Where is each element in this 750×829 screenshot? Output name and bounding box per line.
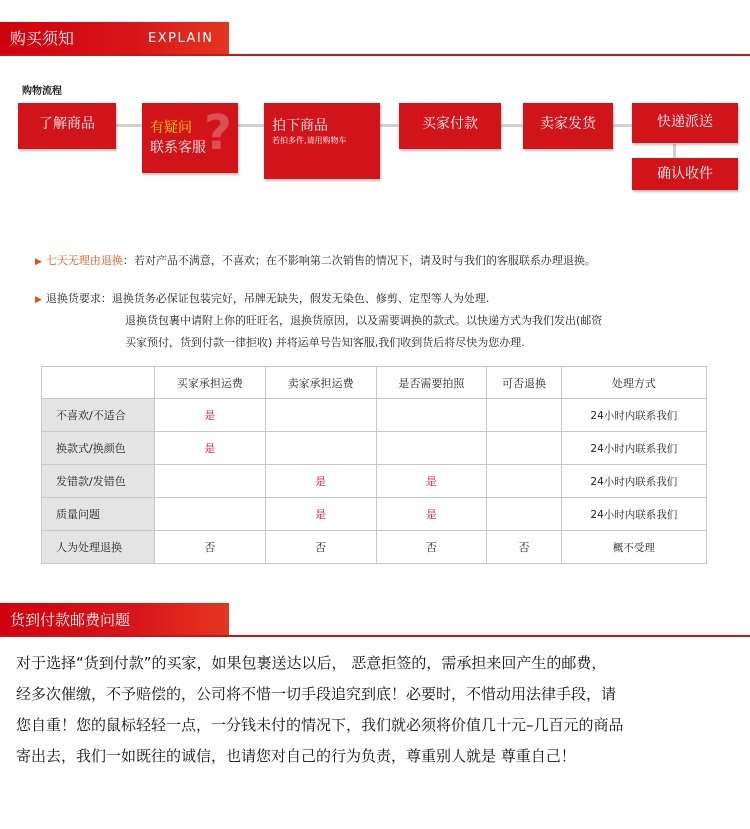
explain-label: EXPLAIN <box>148 31 214 46</box>
step-label: 拍下商品 <box>272 118 328 134</box>
triangle-bullet-icon: ▶ <box>35 257 42 267</box>
table-cell: 是 <box>265 498 376 531</box>
table-header-row <box>42 367 707 399</box>
step-label-contact: 联系客服 <box>150 140 206 156</box>
cod-postage-header <box>0 603 750 637</box>
table-cell: 是 <box>265 465 376 498</box>
cod-line: 对于选择“货到付款”的买家，如果包裹送达以后， 恶意拒签的，需承担来回产生的邮费， <box>16 654 607 672</box>
cod-policy-paragraph <box>16 648 736 772</box>
table-cell <box>376 432 487 465</box>
step-seller-ships <box>523 103 613 149</box>
row-header: 发错款/发错色 <box>42 465 155 498</box>
purchase-notice-tab <box>0 22 229 56</box>
cod-line: 经多次催缴，不予赔偿的，公司将不惜一切手段追究到底！必要时，不惜动用法律手段，请 <box>16 685 617 703</box>
table-cell: 是 <box>376 498 487 531</box>
return-title: 退换货要求 <box>45 292 101 305</box>
table-cell <box>487 465 561 498</box>
header-divider <box>0 54 750 56</box>
row-header: 人为处理退换 <box>42 531 155 564</box>
step-courier-delivery <box>632 103 738 143</box>
cod-postage-title: 货到付款邮费问题 <box>10 611 131 629</box>
table-cell <box>376 399 487 432</box>
step-label: 确认收件 <box>657 166 713 182</box>
return-line-2: 退换货包裹中请附上你的旺旺名，退换货原因，以及需要调换的款式。以快递方式为我们发出(邮资 <box>125 314 603 327</box>
return-requirements <box>35 289 489 310</box>
cod-line: 寄出去，我们一如既往的诚信，也请您对自己的行为负责，尊重别人就是 尊重自己！ <box>16 747 576 765</box>
step-label: 卖家发货 <box>540 116 596 132</box>
table-cell: 24小时内联系我们 <box>561 432 706 465</box>
return-line-3: 买家预付，货到付款一律拒收) 并将运单号告知客服,我们收到货后将尽快为您办理. <box>125 336 525 349</box>
column-header: 处理方式 <box>561 367 706 399</box>
triangle-bullet-icon: ▶ <box>35 295 42 305</box>
column-header: 卖家承担运费 <box>265 367 376 399</box>
seven-day-return-policy <box>35 251 596 272</box>
step-sub-label: 若拍多件,请用购物车 <box>272 136 347 145</box>
table-row <box>42 432 707 465</box>
step-place-order <box>264 103 380 179</box>
row-header: 质量问题 <box>42 498 155 531</box>
table-row <box>42 498 707 531</box>
step-buyer-pays <box>399 103 501 149</box>
table-cell <box>155 465 266 498</box>
step-learn-product <box>18 103 116 149</box>
cod-postage-tab <box>0 603 229 637</box>
seven-day-text: ：若对产品不满意，不喜欢；在不影响第二次销售的情况下，请及时与我们的客服联系办理退换。 <box>122 254 596 267</box>
table-cell: 是 <box>155 432 266 465</box>
table-cell: 否 <box>487 531 561 564</box>
column-header: 是否需要拍照 <box>376 367 487 399</box>
table-row <box>42 399 707 432</box>
table-cell: 否 <box>155 531 266 564</box>
table-cell <box>265 432 376 465</box>
table-cell: 24小时内联系我们 <box>561 498 706 531</box>
table-cell: 24小时内联系我们 <box>561 465 706 498</box>
table-cell: 否 <box>376 531 487 564</box>
flow-title: 购物流程 <box>22 86 62 97</box>
table-cell <box>265 399 376 432</box>
purchase-notice-header <box>0 22 750 56</box>
table-cell: 概不受理 <box>561 531 706 564</box>
table-row <box>42 531 707 564</box>
step-label: 快递派送 <box>657 114 713 130</box>
table-cell: 是 <box>155 399 266 432</box>
table-cell: 否 <box>265 531 376 564</box>
cod-line: 您自重！您的鼠标轻轻一点，一分钱未付的情况下，我们就必须将价值几十元–几百元的商品 <box>16 716 624 734</box>
return-line-1: ：退换货务必保证包装完好，吊牌无缺失，假发无染色、修剪、定型等人为处理. <box>100 292 490 305</box>
table-row <box>42 465 707 498</box>
step-label-question: 有疑问 <box>150 120 192 136</box>
table-cell <box>487 399 561 432</box>
table-cell <box>155 498 266 531</box>
step-label: 买家付款 <box>422 116 478 132</box>
table-corner-cell <box>42 367 155 399</box>
return-policy-table <box>41 366 707 564</box>
column-header: 买家承担运费 <box>155 367 266 399</box>
table-cell: 24小时内联系我们 <box>561 399 706 432</box>
header-divider <box>0 635 750 637</box>
row-header: 不喜欢/不适合 <box>42 399 155 432</box>
seven-day-title: 七天无理由退换 <box>45 254 123 267</box>
step-label: 了解商品 <box>39 116 95 132</box>
table-cell <box>487 432 561 465</box>
question-mark-icon: ? <box>204 105 232 161</box>
step-confirm-receipt <box>632 158 738 190</box>
table-cell: 是 <box>376 465 487 498</box>
step-contact-service <box>142 103 238 173</box>
row-header: 换款式/换颜色 <box>42 432 155 465</box>
purchase-notice-title: 购买须知 <box>10 29 75 48</box>
table-cell <box>487 498 561 531</box>
column-header: 可否退换 <box>487 367 561 399</box>
